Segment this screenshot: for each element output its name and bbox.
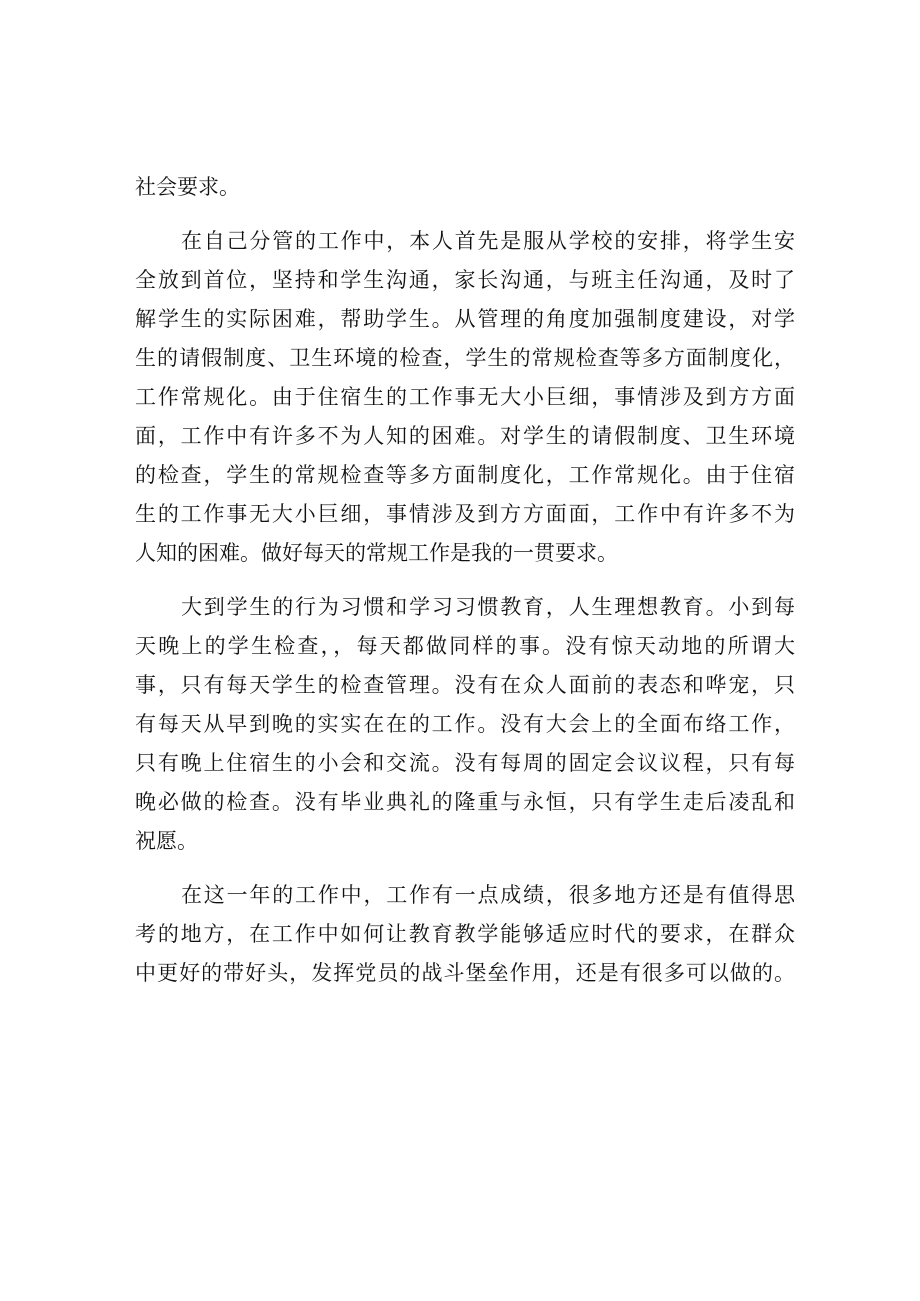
text-line: 的检查，学生的常规检查等多方面制度化，工作常规化。由于住宿: [135, 463, 795, 487]
text-line: 中更好的带好头，发挥党员的战斗堡垒作用，还是有很多可以做的。: [135, 961, 795, 985]
text-line: 工作常规化。由于住宿生的工作事无大小巨细，事情涉及到方方面: [135, 385, 795, 409]
text-line: 祝愿。: [135, 829, 198, 853]
text-line: 解学生的实际困难，帮助学生。从管理的角度加强制度建设，对学: [135, 307, 795, 331]
text-line: 生的工作事无大小巨细，事情涉及到方方面面，工作中有许多不为: [135, 502, 795, 526]
text-line: 只有晚上住宿生的小会和交流。没有每周的固定会议议程，只有每: [135, 751, 795, 775]
text-line: 在自己分管的工作中，本人首先是服从学校的安排，将学生安: [181, 229, 795, 253]
text-line: 全放到首位，坚持和学生沟通，家长沟通，与班主任沟通，及时了: [135, 268, 795, 292]
text-line: 社会要求。: [135, 175, 240, 199]
text-line: 有每天从早到晚的实实在在的工作。没有大会上的全面布络工作，: [135, 712, 795, 736]
text-line: 晚必做的检查。没有毕业典礼的隆重与永恒，只有学生走后凌乱和: [135, 790, 795, 814]
text-line: 生的请假制度、卫生环境的检查，学生的常规检查等多方面制度化，: [135, 346, 795, 370]
text-line: 人知的困难。做好每天的常规工作是我的一贯要求。: [135, 541, 618, 565]
text-line: 考的地方，在工作中如何让教育教学能够适应时代的要求，在群众: [135, 922, 795, 946]
text-line: 事，只有每天学生的检查管理。没有在众人面前的表态和哗宠，只: [135, 673, 795, 697]
text-line: 在这一年的工作中，工作有一点成绩，很多地方还是有值得思: [181, 883, 795, 907]
text-line: 大到学生的行为习惯和学习习惯教育，人生理想教育。小到每: [181, 595, 795, 619]
text-line: 面，工作中有许多不为人知的困难。对学生的请假制度、卫生环境: [135, 424, 795, 448]
text-line: 天晚上的学生检查，，每天都做同样的事。没有惊天动地的所谓大: [135, 634, 795, 658]
